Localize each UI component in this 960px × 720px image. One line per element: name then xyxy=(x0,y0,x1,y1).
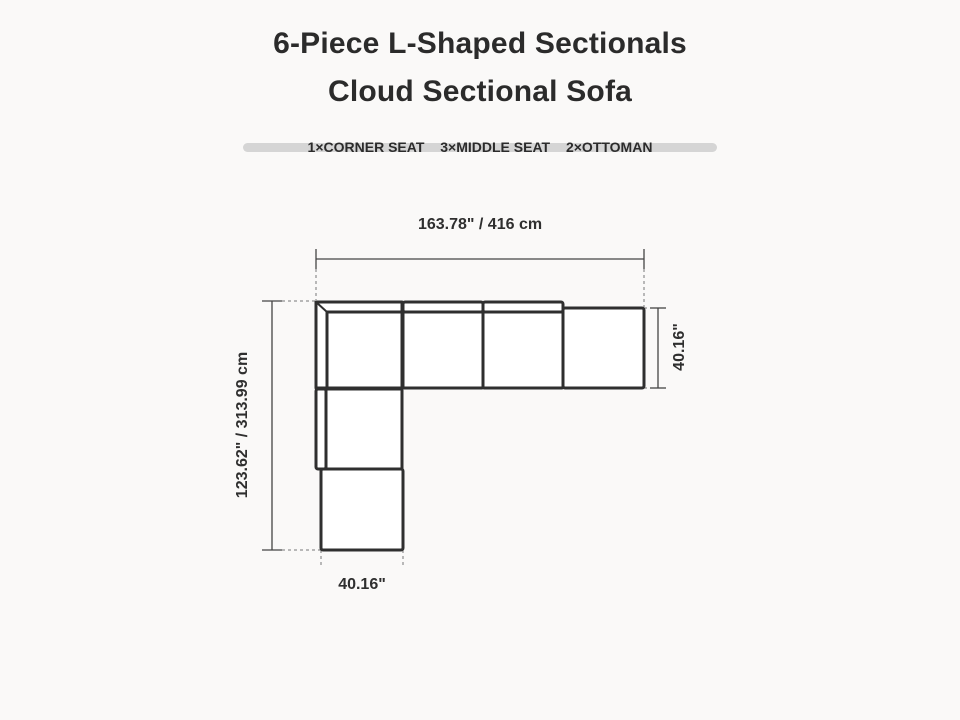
overall-width-label: 163.78" / 416 cm xyxy=(417,216,543,233)
corner-seat xyxy=(327,312,402,388)
ottoman-2 xyxy=(321,469,403,550)
ottoman-1 xyxy=(563,308,644,388)
piece-ottoman: 2×OTTOMAN xyxy=(565,139,653,155)
length-dimension-line xyxy=(262,301,282,550)
middle-seat-3 xyxy=(326,389,402,469)
seat-depth-label: 40.16" xyxy=(671,323,688,371)
depth-dimension-line xyxy=(650,308,666,388)
piece-corner-seat: 1×CORNER SEAT xyxy=(307,139,425,155)
middle-seat-1 xyxy=(403,312,483,388)
ottoman-extension-lines xyxy=(321,550,403,568)
title-line-2: Cloud Sectional Sofa xyxy=(327,75,633,108)
title-line-1: 6-Piece L-Shaped Sectionals xyxy=(273,27,687,60)
width-dimension-line xyxy=(316,249,644,269)
middle-seat-2 xyxy=(483,312,563,388)
overall-length-label: 123.62" / 313.99 cm xyxy=(234,351,251,499)
piece-middle-seat: 3×MIDDLE SEAT xyxy=(440,139,551,155)
ottoman-width-label: 40.16" xyxy=(338,576,386,593)
